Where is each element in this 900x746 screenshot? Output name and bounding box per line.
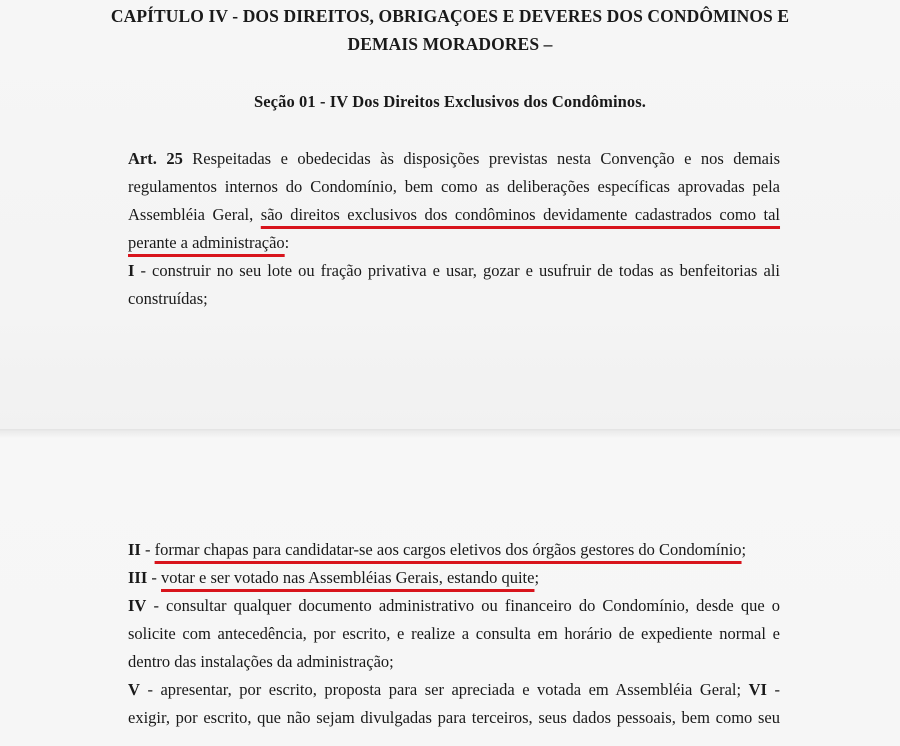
item-text: ; bbox=[534, 568, 540, 587]
item-numeral: I bbox=[128, 261, 135, 280]
item-numeral: VI bbox=[748, 680, 767, 699]
item-numeral: IV bbox=[128, 596, 147, 615]
item-text: - construir no seu lote ou fração privativa e usar, gozar e usufruir de todas as benfeitorias ali bbox=[134, 261, 780, 280]
item-text: - apresentar, por escrito, proposta para ser apreciada e votada em Assembléia Geral; bbox=[139, 680, 749, 699]
item-iv-line-2: solicite com antecedência, por escrito, e realize a consulta em horário de expediente normal e bbox=[128, 624, 780, 643]
article-text: Assembléia Geral, bbox=[128, 205, 261, 224]
item-text: ; bbox=[741, 540, 747, 559]
item-i-line-1 bbox=[128, 257, 780, 285]
article-25-line-1 bbox=[128, 145, 780, 173]
item-v-line-1 bbox=[128, 676, 780, 704]
highlighted-text: são direitos exclusivos dos condôminos devidamente cadastrados como tal bbox=[260, 205, 781, 224]
item-text: - bbox=[766, 680, 780, 699]
item-iv-line-1 bbox=[128, 592, 780, 620]
item-iii bbox=[128, 564, 780, 592]
item-iv-line-3: dentro das instalações da administração; bbox=[128, 652, 394, 671]
article-text: Respeitadas e obedecidas às disposições previstas nesta Convenção e nos demais bbox=[182, 149, 780, 168]
item-i-line-2: construídas; bbox=[128, 289, 208, 308]
item-numeral: V bbox=[128, 680, 140, 699]
item-text: - consultar qualquer documento administrativo ou financeiro do Condomínio, desde que o bbox=[146, 596, 780, 615]
chapter-heading-line-1: CAPÍTULO IV - DOS DIREITOS, OBRIGAÇOES E DEVERES DOS CONDÔMINOS E bbox=[110, 6, 790, 26]
article-25-line-2: regulamentos internos do Condomínio, bem como as deliberações específicas aprovadas pela bbox=[128, 177, 780, 196]
item-numeral: III bbox=[128, 568, 148, 587]
highlighted-text: perante a administração bbox=[128, 233, 285, 252]
article-25-line-4 bbox=[128, 229, 780, 257]
article-label: Art. 25 bbox=[128, 149, 183, 168]
item-text: - bbox=[140, 540, 155, 559]
article-25-line-3 bbox=[128, 201, 780, 229]
highlighted-text: formar chapas para candidatar-se aos cargos eletivos dos órgãos gestores do Condomínio bbox=[154, 540, 742, 559]
article-text: : bbox=[284, 233, 290, 252]
highlighted-text: votar e ser votado nas Assembléias Gerais, estando quite bbox=[161, 568, 535, 587]
document-page-bottom bbox=[0, 432, 900, 746]
item-vi-line-2: exigir, por escrito, que não sejam divulgadas para terceiros, seus dados pessoais, bem como seu bbox=[128, 708, 780, 727]
item-text: - bbox=[147, 568, 162, 587]
item-numeral: II bbox=[128, 540, 141, 559]
item-ii bbox=[128, 536, 780, 564]
section-title: Seção 01 - IV Dos Direitos Exclusivos dos Condôminos. bbox=[253, 92, 647, 111]
chapter-heading-line-2: DEMAIS MORADORES – bbox=[347, 34, 553, 54]
